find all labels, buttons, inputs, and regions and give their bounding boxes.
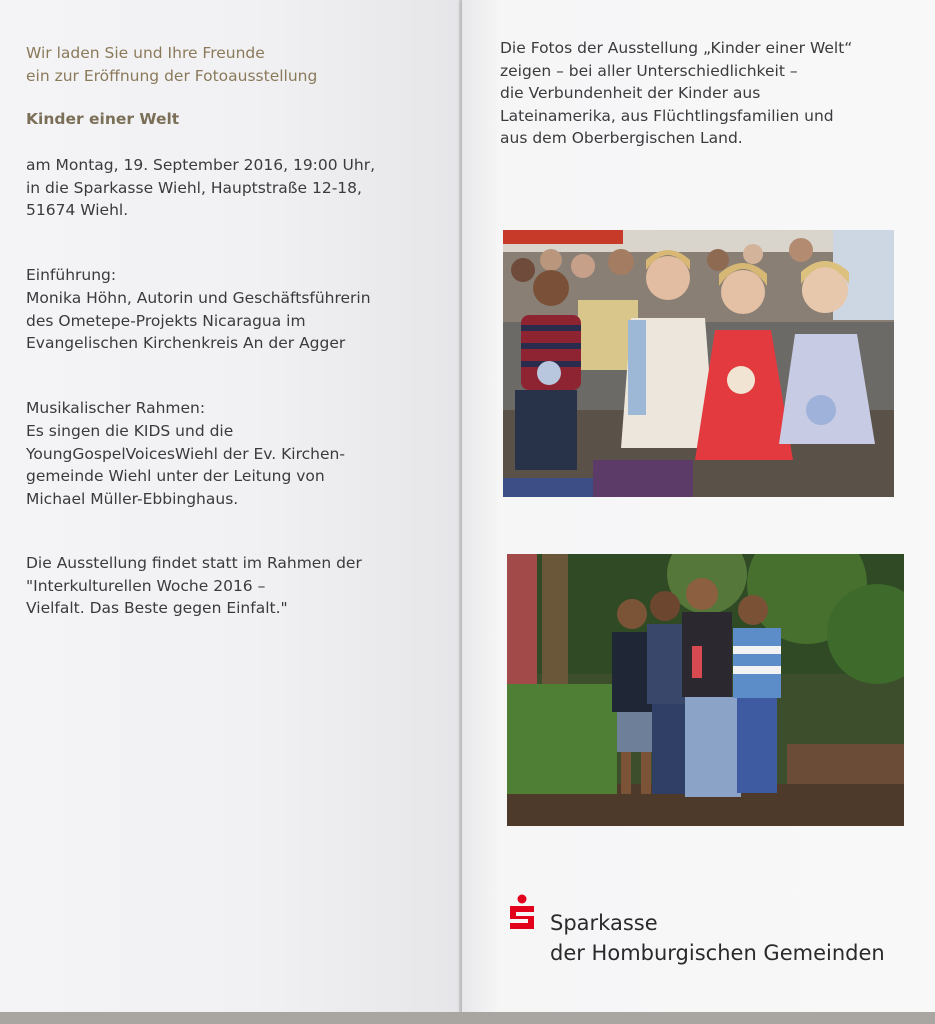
left-page xyxy=(0,0,462,1024)
date-place-text: am Montag, 19. September 2016, 19:00 Uhr, in die Sparkasse Wiehl, Hauptstraße 12-18, 51674 Wiehl. xyxy=(26,156,376,219)
sparkasse-s-logo-icon xyxy=(507,893,537,933)
music-text: Es singen die KIDS und die YoungGospelVoicesWiehl der Ev. Kirchen- gemeinde Wiehl unter der Leitung von Michael Müller-Ebbinghaus. xyxy=(26,422,345,508)
table-surface xyxy=(0,1012,935,1024)
intercultural-week-text: Die Ausstellung findet statt im Rahmen der "Interkulturellen Woche 2016 – Vielfalt. Das Beste gegen Einfalt." xyxy=(26,554,362,617)
invitation-text: Wir laden Sie und Ihre Freunde ein zur Eröffnung der Fotoausstellung xyxy=(26,44,318,85)
exhibition-title: Kinder einer Welt xyxy=(26,110,180,128)
intro-text: Monika Höhn, Autorin und Geschäftsführerin des Ometepe-Projekts Nicaragua im Evangelischen Kirchenkreis An der Agger xyxy=(26,289,371,352)
photos-description: Die Fotos der Ausstellung „Kinder einer Welt“ zeigen – bei aller Unterschiedlichkeit – die Verbundenheit der Kinder aus Lateinamerika, aus Flüchtlingsfamilien und aus dem Oberbergischen Land. xyxy=(500,39,853,147)
music-heading: Musikalischer Rahmen: xyxy=(26,399,206,417)
sparkasse-brand-name: Sparkasse der Homburgischen Gemeinden xyxy=(550,911,885,965)
right-page xyxy=(462,0,935,1024)
photo-children-event xyxy=(503,230,894,497)
photo-boys-garden xyxy=(507,554,904,826)
intro-heading: Einführung: xyxy=(26,266,117,284)
